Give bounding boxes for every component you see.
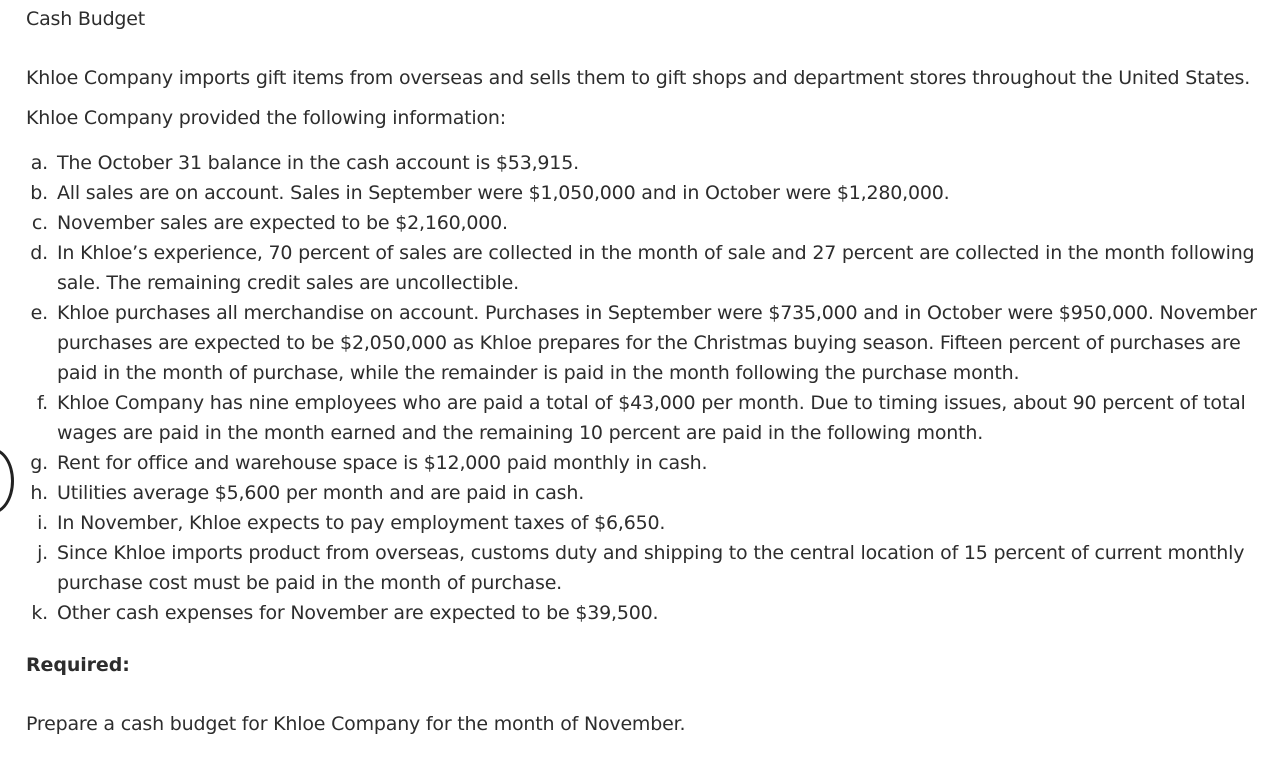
list-item-text: The October 31 balance in the cash account is $53,915. <box>57 152 579 174</box>
list-marker: d. <box>30 242 48 264</box>
list-marker: f. <box>37 392 48 414</box>
list-item-text: In November, Khloe expects to pay employment taxes of $6,650. <box>57 512 666 534</box>
list-item-i <box>0 508 1280 538</box>
list-marker: k. <box>31 602 48 624</box>
list-item-b <box>0 178 1280 208</box>
list-marker: j. <box>37 542 48 564</box>
list-item-text: Khloe purchases all merchandise on account. Purchases in September were $735,000 and in October were $950,000. November purchases are expected to be $2,050,000 as Khloe prepares for the Christmas buying season. Fifteen percent of purchases are paid in the month of purchase, while the remainder is paid in the month following the purchase month. <box>57 302 1257 384</box>
list-marker: i. <box>37 512 48 534</box>
list-item-j <box>0 538 1280 598</box>
list-item-text: Utilities average $5,600 per month and are paid in cash. <box>57 482 585 504</box>
list-marker: g. <box>30 452 48 474</box>
list-item-text: November sales are expected to be $2,160,000. <box>57 212 508 234</box>
intro-paragraph: Khloe Company imports gift items from overseas and sells them to gift shops and department stores throughout the United States. Khloe Company provided the following information: <box>26 67 1251 129</box>
list-marker: e. <box>30 302 48 324</box>
list-item-k <box>0 598 1280 628</box>
list-item-text: Rent for office and warehouse space is $12,000 paid monthly in cash. <box>57 452 708 474</box>
list-item-f <box>0 388 1280 448</box>
list-item-text: In Khloe’s experience, 70 percent of sales are collected in the month of sale and 27 percent are collected in the month following sale. The remaining credit sales are uncollectible. <box>57 242 1255 294</box>
list-item-d <box>0 238 1280 298</box>
list-item-e <box>0 298 1280 388</box>
list-marker: c. <box>31 212 48 234</box>
required-heading: Required: <box>26 654 130 676</box>
list-item-c <box>0 208 1280 238</box>
list-item-text: Since Khloe imports product from overseas, customs duty and shipping to the central location of 15 percent of current monthly purchase cost must be paid in the month of purchase. <box>57 542 1245 594</box>
list-marker: h. <box>30 482 48 504</box>
page-title: Cash Budget <box>26 8 146 30</box>
instruction-text: Prepare a cash budget for Khloe Company for the month of November. <box>26 713 686 735</box>
information-list <box>0 148 1280 628</box>
list-marker: b. <box>30 182 48 204</box>
list-item-h <box>0 478 1280 508</box>
list-item-text: All sales are on account. Sales in September were $1,050,000 and in October were $1,280,000. <box>57 182 950 204</box>
list-item-a <box>0 148 1280 178</box>
list-item-text: Khloe Company has nine employees who are paid a total of $43,000 per month. Due to timing issues, about 90 percent of total wages are paid in the month earned and the remaining 10 percent are paid in the following month. <box>57 392 1246 444</box>
list-item-text: Other cash expenses for November are expected to be $39,500. <box>57 602 659 624</box>
list-item-g <box>0 448 1280 478</box>
list-marker: a. <box>30 152 48 174</box>
